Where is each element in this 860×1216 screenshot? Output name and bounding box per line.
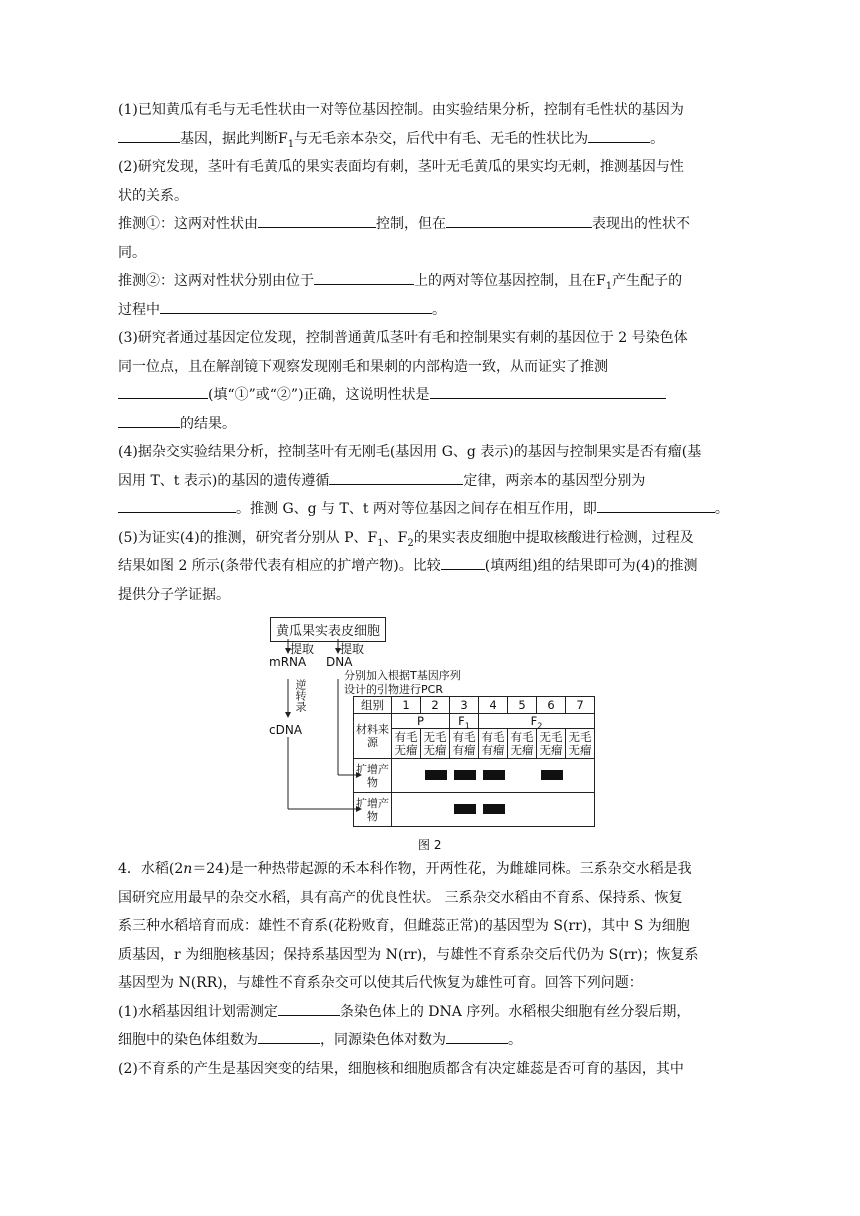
q3-part2: (2)研究发现，茎叶有毛黄瓜的果实表面均有刺，茎叶无毛黄瓜的果实均无刺，推测基因与性 [118,159,684,175]
experiment-table: 组别 1 2 3 4 5 6 7 材料来源 P $F_1$ $F_2$ 有毛 无瘤 无毛 无瘤 有毛 有瘤 有毛 有瘤 有毛 无瘤 无毛 无瘤 无毛 无瘤 扩增产物 扩增产物 [353,696,595,827]
dna-label: DNA [326,655,353,669]
generation-p: P [392,714,450,729]
material-header: 材料来源 [354,714,392,759]
answer-blank[interactable] [278,1001,340,1016]
mrna-label: mRNA [269,655,307,669]
q4-part2: (2)不育系的产生是基因突变的结果，细胞核和细胞质都含有决定雄蕊是否可育的基因，其中 [118,1060,684,1077]
answer-blank[interactable] [118,128,180,143]
pcr-band [425,770,447,780]
answer-blank[interactable] [258,1029,320,1044]
pcr-band [454,770,476,780]
reverse-transcription-label: 逆转录 [294,679,307,712]
answer-blank[interactable] [597,498,715,513]
answer-blank[interactable] [446,1029,508,1044]
generation-f2: $F_2$ [479,714,595,729]
q3-part4: (4)据杂交实验结果分析，控制茎叶有无刚毛(基因用 G、g 表示)的基因与控制果实是否有瘤(基 [118,444,702,460]
q3-part3: (3)研究者通过基因定位发现，控制普通黄瓜茎叶有毛和控制果实有刺的基因位于 2 号染色体 [118,330,688,346]
extract-label-1: 提取 [290,642,315,656]
pcr-band [454,804,476,814]
document-page: (1)已知黄瓜有毛与无毛性状由一对等位基因控制。由实验结果分析，控制有毛性状的基因为 基因，据此判断$F_1$与无毛亲本杂交，后代中有毛、无毛的性状比为 。 (2)研究发现，茎叶有毛黄瓜的果实表面均有刺，茎叶无毛黄瓜的果实均无刺，推测基因与性 状的关系。 推测①：这两对性状由 控制，但在 表现出的性状不 同。 推测②：这两对性状分别由位于 上的两对等位基因控制，且在$F_1$产生配子的 过程中 。 (3)研究者通过基因定位发现，控制普通黄瓜茎叶有毛和控制果实有刺的基因位于 2 号染色体 同一位点，且在解剖镜下观察发现刚毛和果刺的内部构造一致，从而证实了推测 (填“①”或“②”)正确，这说明性状是 的结果。 (4)据杂交实验结果分析，控制茎叶有无刚毛(基因用 G、g 表示)的基因与控制果实是否有瘤(基 因用 T、t 表示)的基因的遗传遵循 定律，两亲本的基因型分别为 。推测 G、g 与 T、t 两对等位基因之间存在相互作用，即 。 (5)为证实(4)的推测，研究者分别从 P、$F_1$、$F_2$的果实表皮细胞中提取核酸进行检测，过程及 结果如图 2 所示(条带代表有相应的扩增产物)。比较 (填两组)组的结果即可为(4)的推测 提供分子学证据。 黄瓜果实表皮细胞 提取 提取 mRNA DNA 逆转录 分别加入根据T基因序列 设计的引物进行PCR cDNA 组别 1 2 3 4 5 6 7 材料来源 P $F_1$ $F_2$ 有毛 无瘤 无毛 无瘤 有毛 有瘤 有毛 有瘤 有毛 无瘤 无毛 无瘤 无毛 无瘤 扩增产物 扩增产物 图 2 4．水稻(2n＝24)是一种热带起源的禾本科作物，开两性花，为雌雄同株。三系杂交水稻是我 国研究应用最早的杂交水稻，具有高产的优良性状。 三系杂交水稻由不育系、保持系、恢复 系三种水稻培育而成：雄性不育系(花粉败育，但雌蕊正常)的基因型为 S(rr)，其中 S 为细胞 质基因，r 为细胞核基因；保持系基因型为 N(rr)，与雄性不育系杂交后代仍为 S(rr)；恢复系 基因型为 N(RR)，与雄性不育系杂交可以使其后代恢复为雄性可育。回答下列问题： (1)水稻基因组计划需测定 条染色体上的 DNA 序列。水稻根尖细胞有丝分裂后期， 细胞中的染色体组数为 ，同源染色体对数为 。 (2)不育系的产生是基因突变的结果，细胞核和细胞质都含有决定雄蕊是否可育的基因，其中 [118,96,738,1083]
material-cell: 无毛 无瘤 [566,729,595,759]
primer-note-2: 设计的引物进行PCR [344,683,443,696]
figure-top-box: 黄瓜果实表皮细胞 [270,617,386,642]
material-cell: 有毛 有瘤 [479,729,508,759]
amplification-row-dna: 扩增产物 [354,759,595,793]
pcr-band [483,804,505,814]
answer-blank[interactable] [118,413,180,428]
primer-note-1: 分别加入根据T基因序列 [344,669,461,682]
pcr-band [541,770,563,780]
answer-blank[interactable] [258,213,376,228]
answer-blank[interactable] [430,384,666,399]
answer-blank[interactable] [446,213,592,228]
material-cell: 有毛 有瘤 [450,729,479,759]
hypothesis-1: 推测①：这两对性状由 控制，但在 表现出的性状不 [118,210,738,239]
amplification-row-cdna: 扩增产物 [354,793,595,827]
answer-blank[interactable] [441,555,485,570]
material-cell: 无毛 无瘤 [421,729,450,759]
extract-label-2: 提取 [340,642,365,656]
cdna-label: cDNA [269,723,303,737]
figure-caption: 图 2 [418,838,442,852]
generation-f1: $F_1$ [450,714,479,729]
figure-2 [268,617,608,852]
answer-blank[interactable] [314,270,414,285]
pcr-band [483,770,505,780]
material-cell: 无毛 无瘤 [537,729,566,759]
q4-stem: 4．水稻(2n＝24)是一种热带起源的禾本科作物，开两性花，为雌雄同株。三系杂交水稻是我 [118,861,692,877]
answer-blank[interactable] [588,128,650,143]
hypothesis-2: 推测②：这两对性状分别由位于 上的两对等位基因控制，且在$F_1$产生配子的 [118,267,738,296]
group-header: 组别 [354,697,392,714]
material-cell: 有毛 无瘤 [392,729,421,759]
answer-blank[interactable] [160,299,432,314]
q3-part5: (5)为证实(4)的推测，研究者分别从 P、$F_1$、$F_2$的果实表皮细胞中提取核酸进行检测，过程及 [118,529,694,549]
answer-blank[interactable] [329,470,463,485]
answer-blank[interactable] [118,498,236,513]
material-cell: 有毛 无瘤 [508,729,537,759]
q4-part1: (1)水稻基因组计划需测定 条染色体上的 DNA 序列。水稻根尖细胞有丝分裂后期， [118,998,738,1027]
answer-blank[interactable] [118,384,208,399]
q3-part1: (1)已知黄瓜有毛与无毛性状由一对等位基因控制。由实验结果分析，控制有毛性状的基因为 [118,102,684,118]
